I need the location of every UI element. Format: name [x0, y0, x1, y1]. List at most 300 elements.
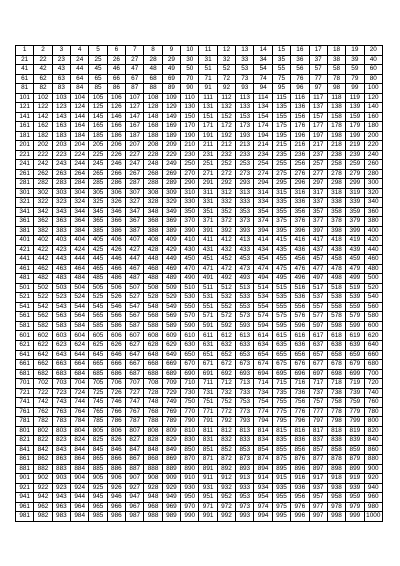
grid-cell: 962	[34, 502, 52, 512]
grid-cell: 839	[346, 436, 364, 446]
grid-cell: 228	[144, 150, 162, 160]
grid-cell: 332	[217, 198, 235, 208]
grid-cell: 590	[181, 321, 199, 331]
grid-cell: 881	[16, 464, 34, 474]
grid-cell: 373	[236, 217, 254, 227]
grid-cell: 629	[162, 340, 180, 350]
grid-cell: 958	[327, 493, 345, 503]
grid-cell: 953	[236, 493, 254, 503]
grid-cell: 691	[199, 369, 217, 379]
grid-cell: 385	[89, 226, 107, 236]
grid-cell: 87	[126, 84, 144, 94]
grid-cell: 977	[309, 502, 327, 512]
grid-cell: 103	[52, 93, 70, 103]
grid-cell: 700	[364, 369, 382, 379]
grid-cell: 796	[291, 417, 309, 427]
grid-cell: 632	[217, 340, 235, 350]
grid-row	[16, 398, 383, 408]
grid-cell: 643	[52, 350, 70, 360]
grid-cell: 783	[52, 417, 70, 427]
grid-cell: 115	[272, 93, 290, 103]
grid-cell: 351	[199, 207, 217, 217]
grid-cell: 109	[162, 93, 180, 103]
grid-cell: 510	[181, 283, 199, 293]
grid-cell: 756	[291, 398, 309, 408]
grid-cell: 180	[364, 122, 382, 132]
grid-cell: 234	[254, 150, 272, 160]
grid-cell: 43	[52, 65, 70, 75]
grid-cell: 892	[217, 464, 235, 474]
grid-cell: 533	[236, 293, 254, 303]
grid-cell: 343	[52, 207, 70, 217]
grid-row	[16, 350, 383, 360]
grid-cell: 871	[199, 455, 217, 465]
grid-cell: 852	[217, 445, 235, 455]
grid-cell: 364	[71, 217, 89, 227]
grid-cell: 304	[71, 188, 89, 198]
grid-cell: 57	[309, 65, 327, 75]
number-grid-table	[15, 45, 383, 522]
grid-cell: 586	[107, 321, 125, 331]
grid-row	[16, 483, 383, 493]
grid-cell: 712	[217, 379, 235, 389]
grid-cell: 826	[107, 436, 125, 446]
grid-cell: 990	[181, 512, 199, 522]
grid-cell: 824	[71, 436, 89, 446]
grid-cell: 968	[144, 502, 162, 512]
grid-cell: 843	[52, 445, 70, 455]
grid-cell: 429	[162, 245, 180, 255]
grid-cell: 496	[291, 274, 309, 284]
grid-cell: 225	[89, 150, 107, 160]
grid-cell: 395	[272, 226, 290, 236]
grid-cell: 803	[52, 426, 70, 436]
grid-cell: 738	[327, 388, 345, 398]
grid-cell: 70	[181, 74, 199, 84]
grid-row	[16, 417, 383, 427]
grid-cell: 111	[199, 93, 217, 103]
grid-cell: 660	[364, 350, 382, 360]
grid-cell: 461	[16, 264, 34, 274]
grid-cell: 666	[107, 360, 125, 370]
grid-cell: 787	[126, 417, 144, 427]
grid-cell: 862	[34, 455, 52, 465]
grid-cell: 122	[34, 103, 52, 113]
grid-cell: 45	[89, 65, 107, 75]
grid-cell: 160	[364, 112, 382, 122]
grid-cell: 702	[34, 379, 52, 389]
grid-cell: 841	[16, 445, 34, 455]
grid-cell: 719	[346, 379, 364, 389]
grid-cell: 201	[16, 141, 34, 151]
grid-cell: 504	[71, 283, 89, 293]
grid-cell: 106	[107, 93, 125, 103]
grid-cell: 28	[144, 55, 162, 65]
grid-cell: 867	[126, 455, 144, 465]
grid-cell: 549	[162, 302, 180, 312]
grid-cell: 561	[16, 312, 34, 322]
grid-cell: 358	[327, 207, 345, 217]
grid-cell: 360	[364, 207, 382, 217]
grid-cell: 168	[144, 122, 162, 132]
grid-cell: 13	[236, 46, 254, 56]
grid-cell: 310	[181, 188, 199, 198]
grid-cell: 258	[327, 160, 345, 170]
grid-cell: 854	[254, 445, 272, 455]
grid-cell: 415	[272, 236, 290, 246]
grid-cell: 918	[327, 474, 345, 484]
grid-cell: 41	[16, 65, 34, 75]
grid-cell: 17	[309, 46, 327, 56]
grid-row	[16, 160, 383, 170]
grid-cell: 99	[346, 84, 364, 94]
grid-cell: 517	[309, 283, 327, 293]
grid-cell: 554	[254, 302, 272, 312]
grid-cell: 836	[291, 436, 309, 446]
grid-cell: 468	[144, 264, 162, 274]
grid-cell: 947	[126, 493, 144, 503]
grid-cell: 569	[162, 312, 180, 322]
grid-cell: 747	[126, 398, 144, 408]
grid-cell: 927	[126, 483, 144, 493]
grid-cell: 969	[162, 502, 180, 512]
grid-cell: 855	[272, 445, 290, 455]
grid-cell: 528	[144, 293, 162, 303]
grid-row	[16, 141, 383, 151]
grid-cell: 641	[16, 350, 34, 360]
grid-cell: 460	[364, 255, 382, 265]
grid-cell: 736	[291, 388, 309, 398]
grid-cell: 491	[199, 274, 217, 284]
grid-cell: 127	[126, 103, 144, 113]
grid-cell: 363	[52, 217, 70, 227]
grid-cell: 671	[199, 360, 217, 370]
grid-cell: 182	[34, 131, 52, 141]
grid-cell: 71	[199, 74, 217, 84]
grid-cell: 799	[346, 417, 364, 427]
grid-cell: 603	[52, 331, 70, 341]
grid-cell: 298	[327, 179, 345, 189]
grid-cell: 851	[199, 445, 217, 455]
grid-cell: 718	[327, 379, 345, 389]
grid-cell: 797	[309, 417, 327, 427]
grid-cell: 188	[144, 131, 162, 141]
grid-cell: 223	[52, 150, 70, 160]
grid-cell: 227	[126, 150, 144, 160]
grid-cell: 675	[272, 360, 290, 370]
grid-cell: 393	[236, 226, 254, 236]
grid-row	[16, 493, 383, 503]
grid-cell: 655	[272, 350, 290, 360]
grid-row	[16, 169, 383, 179]
grid-cell: 900	[364, 464, 382, 474]
grid-cell: 975	[272, 502, 290, 512]
grid-cell: 626	[107, 340, 125, 350]
grid-cell: 757	[309, 398, 327, 408]
grid-cell: 1	[16, 46, 34, 56]
grid-cell: 231	[199, 150, 217, 160]
grid-cell: 324	[71, 198, 89, 208]
grid-cell: 902	[34, 474, 52, 484]
grid-cell: 734	[254, 388, 272, 398]
grid-cell: 53	[236, 65, 254, 75]
grid-cell: 443	[52, 255, 70, 265]
grid-row	[16, 198, 383, 208]
grid-cell: 835	[272, 436, 290, 446]
grid-cell: 513	[236, 283, 254, 293]
grid-cell: 446	[107, 255, 125, 265]
grid-cell: 963	[52, 502, 70, 512]
grid-cell: 908	[144, 474, 162, 484]
grid-cell: 144	[71, 112, 89, 122]
grid-cell: 411	[199, 236, 217, 246]
grid-cell: 515	[272, 283, 290, 293]
grid-cell: 551	[199, 302, 217, 312]
grid-cell: 459	[346, 255, 364, 265]
grid-cell: 262	[34, 169, 52, 179]
grid-cell: 253	[236, 160, 254, 170]
grid-cell: 431	[199, 245, 217, 255]
grid-cell: 623	[52, 340, 70, 350]
grid-cell: 269	[162, 169, 180, 179]
grid-cell: 646	[107, 350, 125, 360]
grid-row	[16, 179, 383, 189]
grid-cell: 312	[217, 188, 235, 198]
grid-cell: 635	[272, 340, 290, 350]
grid-cell: 107	[126, 93, 144, 103]
grid-cell: 680	[364, 360, 382, 370]
grid-cell: 679	[346, 360, 364, 370]
grid-cell: 374	[254, 217, 272, 227]
grid-cell: 806	[107, 426, 125, 436]
grid-cell: 347	[126, 207, 144, 217]
grid-cell: 131	[199, 103, 217, 113]
grid-cell: 3	[52, 46, 70, 56]
grid-cell: 309	[162, 188, 180, 198]
grid-cell: 489	[162, 274, 180, 284]
grid-cell: 46	[107, 65, 125, 75]
grid-cell: 989	[162, 512, 180, 522]
grid-cell: 631	[199, 340, 217, 350]
grid-cell: 772	[217, 407, 235, 417]
grid-cell: 658	[327, 350, 345, 360]
grid-cell: 656	[291, 350, 309, 360]
grid-cell: 938	[327, 483, 345, 493]
grid-cell: 420	[364, 236, 382, 246]
grid-cell: 154	[254, 112, 272, 122]
grid-cell: 484	[71, 274, 89, 284]
grid-cell: 609	[162, 331, 180, 341]
grid-cell: 54	[254, 65, 272, 75]
grid-cell: 205	[89, 141, 107, 151]
grid-cell: 444	[71, 255, 89, 265]
grid-cell: 585	[89, 321, 107, 331]
grid-cell: 547	[126, 302, 144, 312]
grid-cell: 280	[364, 169, 382, 179]
grid-cell: 456	[291, 255, 309, 265]
grid-cell: 817	[309, 426, 327, 436]
grid-cell: 774	[254, 407, 272, 417]
grid-cell: 239	[346, 150, 364, 160]
grid-cell: 476	[291, 264, 309, 274]
grid-cell: 673	[236, 360, 254, 370]
grid-cell: 191	[199, 131, 217, 141]
grid-cell: 823	[52, 436, 70, 446]
grid-cell: 246	[107, 160, 125, 170]
grid-cell: 820	[364, 426, 382, 436]
grid-cell: 893	[236, 464, 254, 474]
grid-cell: 465	[89, 264, 107, 274]
grid-cell: 51	[199, 65, 217, 75]
grid-cell: 291	[199, 179, 217, 189]
grid-cell: 187	[126, 131, 144, 141]
grid-cell: 300	[364, 179, 382, 189]
grid-cell: 402	[34, 236, 52, 246]
grid-cell: 6	[107, 46, 125, 56]
grid-cell: 884	[71, 464, 89, 474]
grid-cell: 220	[364, 141, 382, 151]
grid-cell: 145	[89, 112, 107, 122]
grid-cell: 865	[89, 455, 107, 465]
grid-cell: 313	[236, 188, 254, 198]
grid-cell: 10	[181, 46, 199, 56]
grid-cell: 178	[327, 122, 345, 132]
grid-cell: 988	[144, 512, 162, 522]
grid-cell: 7	[126, 46, 144, 56]
grid-cell: 133	[236, 103, 254, 113]
grid-cell: 899	[346, 464, 364, 474]
grid-cell: 18	[327, 46, 345, 56]
grid-cell: 379	[346, 217, 364, 227]
grid-cell: 825	[89, 436, 107, 446]
grid-cell: 546	[107, 302, 125, 312]
grid-cell: 647	[126, 350, 144, 360]
grid-cell: 846	[107, 445, 125, 455]
grid-cell: 687	[126, 369, 144, 379]
grid-cell: 857	[309, 445, 327, 455]
grid-cell: 418	[327, 236, 345, 246]
grid-cell: 249	[162, 160, 180, 170]
grid-cell: 381	[16, 226, 34, 236]
grid-cell: 417	[309, 236, 327, 246]
grid-cell: 639	[346, 340, 364, 350]
grid-cell: 745	[89, 398, 107, 408]
grid-cell: 9	[162, 46, 180, 56]
grid-cell: 134	[254, 103, 272, 113]
grid-cell: 233	[236, 150, 254, 160]
grid-cell: 37	[309, 55, 327, 65]
grid-cell: 119	[346, 93, 364, 103]
grid-cell: 423	[52, 245, 70, 255]
grid-cell: 357	[309, 207, 327, 217]
grid-cell: 944	[71, 493, 89, 503]
grid-cell: 499	[346, 274, 364, 284]
grid-cell: 384	[71, 226, 89, 236]
grid-cell: 571	[199, 312, 217, 322]
grid-cell: 279	[346, 169, 364, 179]
grid-cell: 457	[309, 255, 327, 265]
grid-cell: 890	[181, 464, 199, 474]
grid-cell: 377	[309, 217, 327, 227]
grid-cell: 125	[89, 103, 107, 113]
grid-cell: 164	[71, 122, 89, 132]
grid-cell: 365	[89, 217, 107, 227]
grid-cell: 530	[181, 293, 199, 303]
grid-cell: 695	[272, 369, 290, 379]
grid-cell: 306	[107, 188, 125, 198]
grid-cell: 878	[327, 455, 345, 465]
grid-cell: 94	[254, 84, 272, 94]
grid-cell: 555	[272, 302, 290, 312]
grid-cell: 314	[254, 188, 272, 198]
grid-cell: 439	[346, 245, 364, 255]
grid-cell: 462	[34, 264, 52, 274]
grid-cell: 861	[16, 455, 34, 465]
grid-cell: 716	[291, 379, 309, 389]
grid-cell: 564	[71, 312, 89, 322]
grid-cell: 230	[181, 150, 199, 160]
grid-cell: 100	[364, 84, 382, 94]
grid-cell: 650	[181, 350, 199, 360]
grid-cell: 148	[144, 112, 162, 122]
grid-cell: 913	[236, 474, 254, 484]
grid-cell: 642	[34, 350, 52, 360]
grid-row	[16, 293, 383, 303]
grid-cell: 295	[272, 179, 290, 189]
grid-cell: 123	[52, 103, 70, 113]
grid-cell: 669	[162, 360, 180, 370]
grid-cell: 612	[217, 331, 235, 341]
grid-cell: 60	[364, 65, 382, 75]
grid-cell: 686	[107, 369, 125, 379]
grid-cell: 108	[144, 93, 162, 103]
grid-cell: 2	[34, 46, 52, 56]
grid-cell: 58	[327, 65, 345, 75]
grid-cell: 69	[162, 74, 180, 84]
grid-cell: 880	[364, 455, 382, 465]
grid-cell: 128	[144, 103, 162, 113]
grid-cell: 566	[107, 312, 125, 322]
grid-cell: 30	[181, 55, 199, 65]
grid-cell: 232	[217, 150, 235, 160]
grid-cell: 339	[346, 198, 364, 208]
grid-cell: 781	[16, 417, 34, 427]
grid-cell: 26	[107, 55, 125, 65]
grid-cell: 648	[144, 350, 162, 360]
grid-cell: 238	[327, 150, 345, 160]
grid-cell: 850	[181, 445, 199, 455]
grid-cell: 509	[162, 283, 180, 293]
grid-cell: 801	[16, 426, 34, 436]
grid-cell: 14	[254, 46, 272, 56]
grid-cell: 273	[236, 169, 254, 179]
grid-cell: 984	[71, 512, 89, 522]
grid-cell: 424	[71, 245, 89, 255]
grid-cell: 523	[52, 293, 70, 303]
grid-cell: 559	[346, 302, 364, 312]
grid-cell: 925	[89, 483, 107, 493]
grid-cell: 940	[364, 483, 382, 493]
grid-cell: 403	[52, 236, 70, 246]
grid-cell: 507	[126, 283, 144, 293]
grid-cell: 904	[71, 474, 89, 484]
grid-cell: 96	[291, 84, 309, 94]
grid-cell: 833	[236, 436, 254, 446]
grid-cell: 391	[199, 226, 217, 236]
grid-cell: 338	[327, 198, 345, 208]
grid-row	[16, 407, 383, 417]
grid-cell: 320	[364, 188, 382, 198]
